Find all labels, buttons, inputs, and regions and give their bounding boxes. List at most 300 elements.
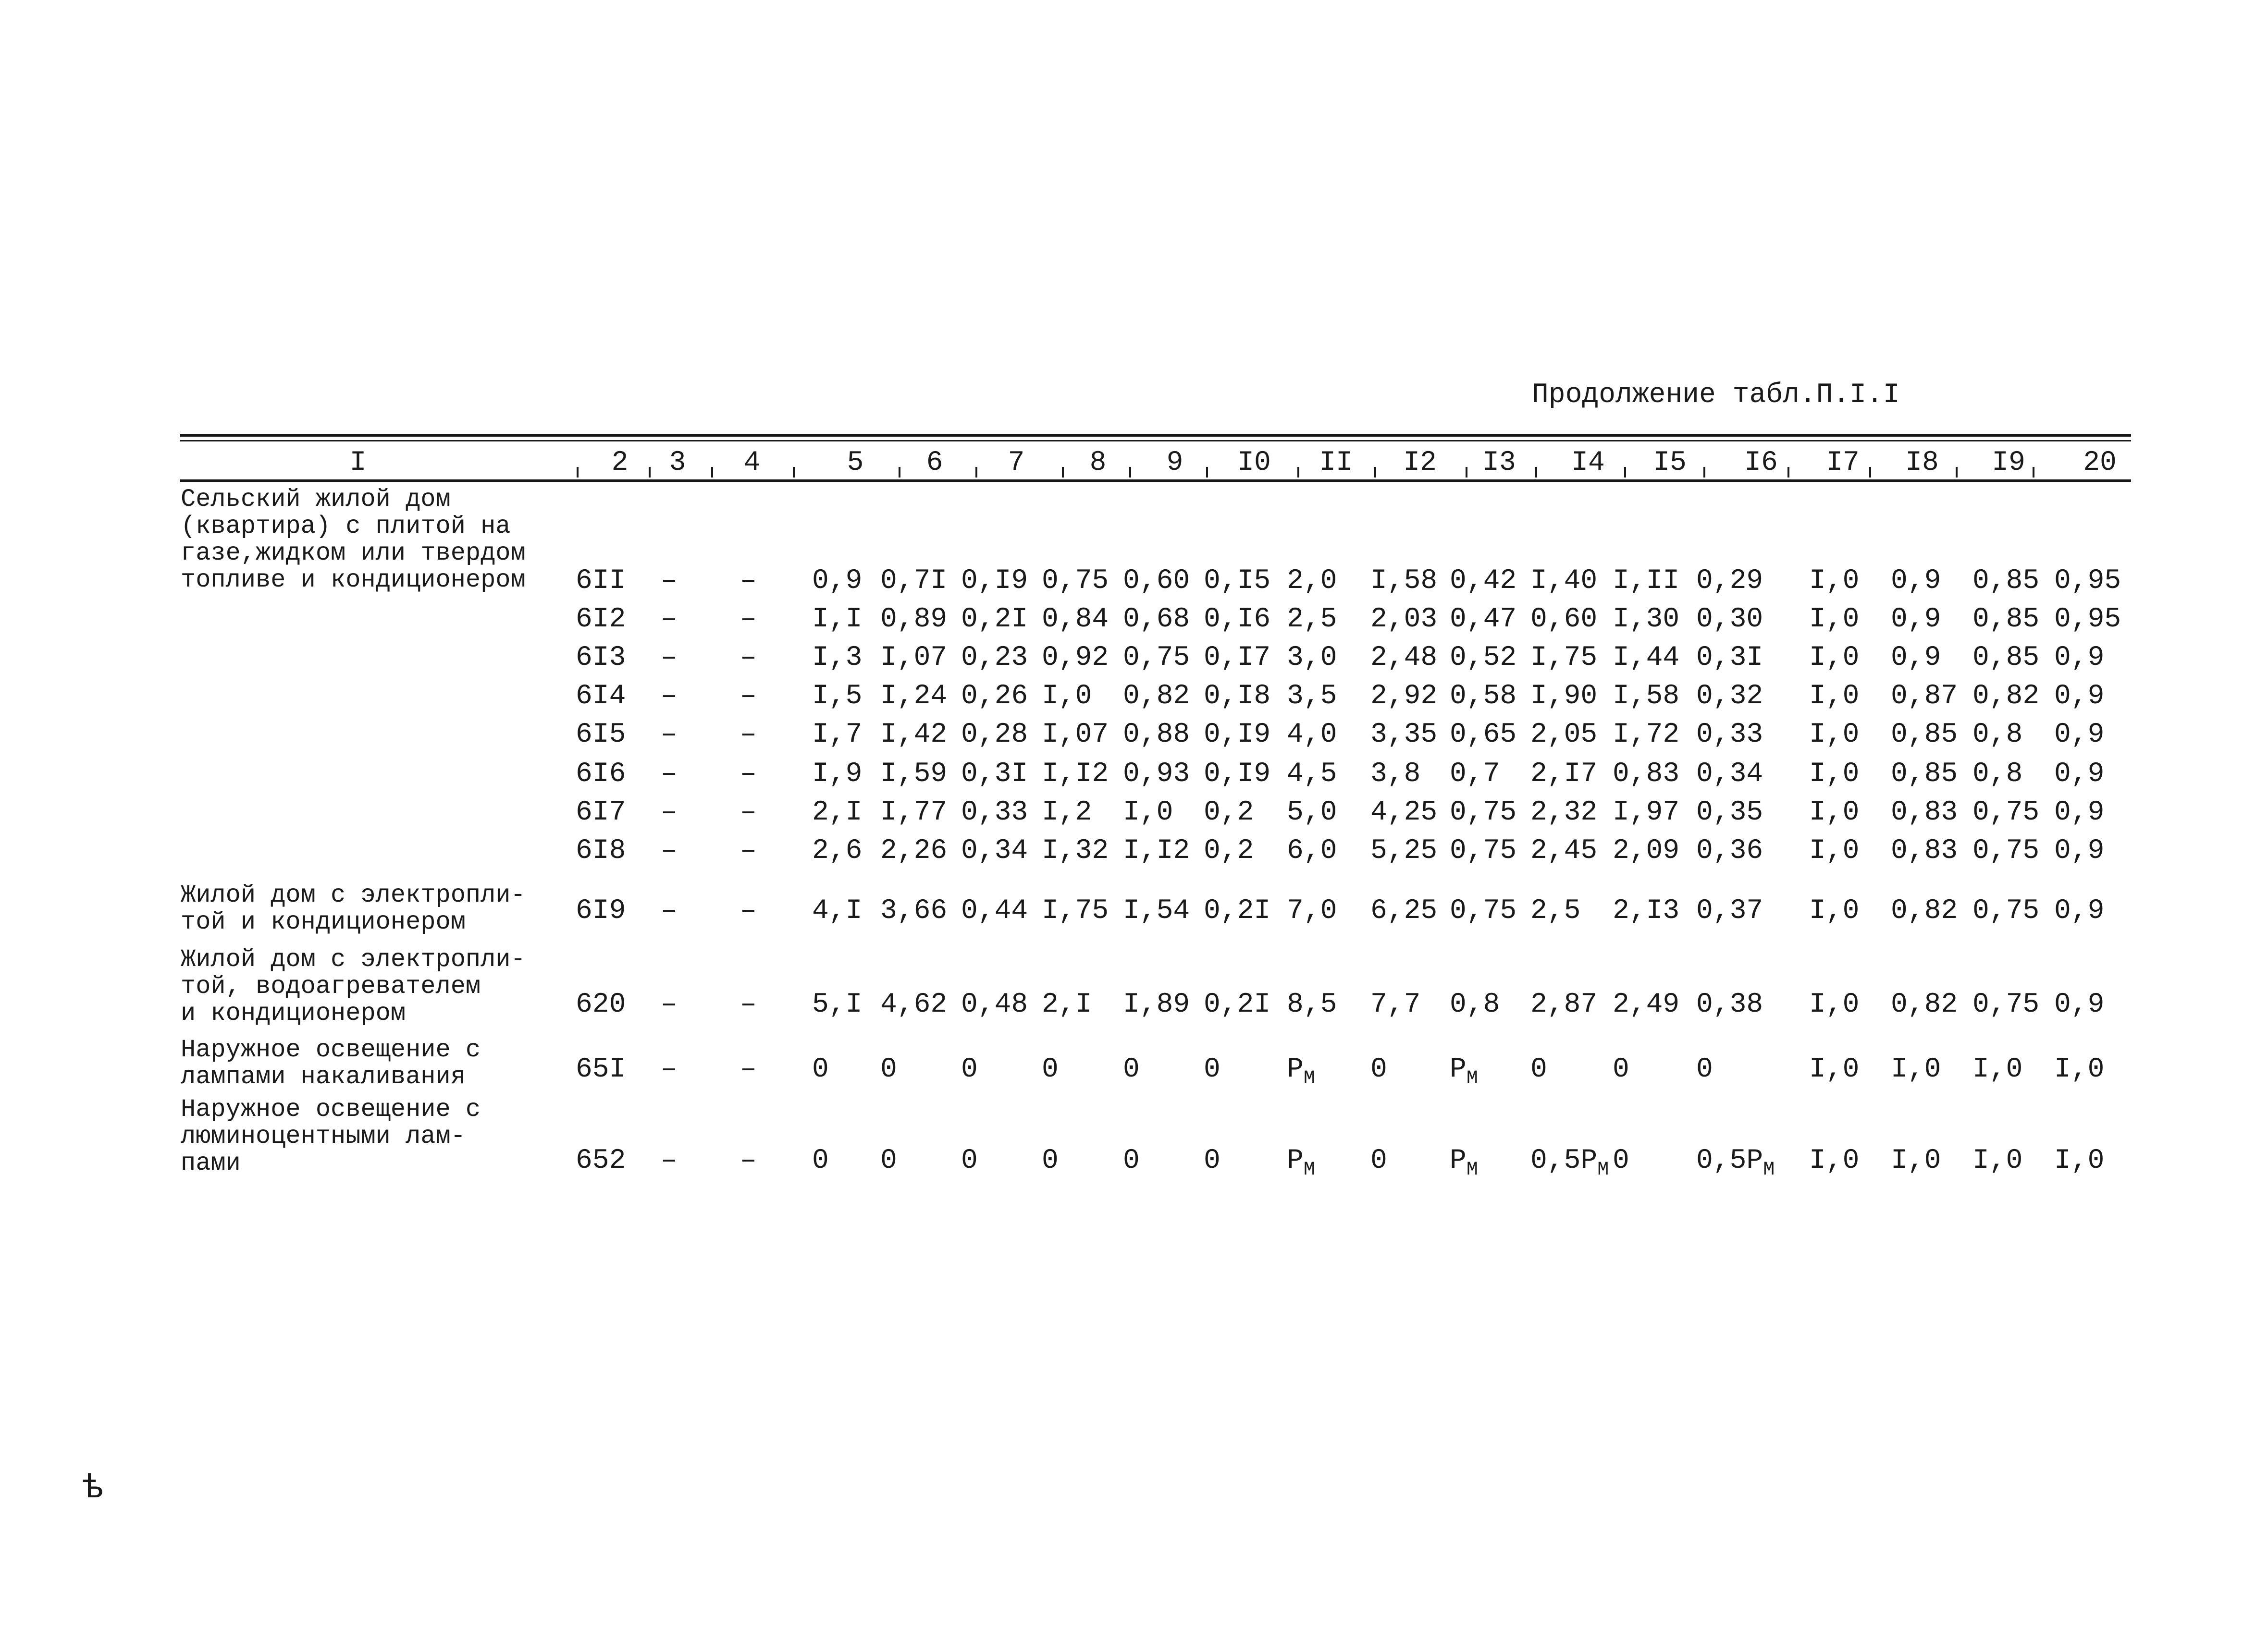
row-code: [576, 643, 626, 673]
value-cell-text: 2,87: [1530, 989, 1598, 1020]
value-cell-text: I,3: [812, 642, 863, 673]
value-cell-text: I,0: [1809, 642, 1860, 673]
value-cell-text: 0,I8: [1204, 681, 1271, 712]
value-cell: [1042, 896, 1109, 927]
value-cell: [961, 896, 1028, 927]
column-header-19: I9: [1992, 447, 2025, 478]
value-cell: [1042, 759, 1109, 790]
value-cell: [1450, 1146, 1478, 1186]
column-header-1: I: [349, 447, 367, 478]
value-cell-text: 2,05: [1530, 719, 1598, 750]
value-cell: [880, 681, 947, 712]
value-cell: [1530, 759, 1597, 790]
value-cell-text: 0,I7: [1204, 642, 1271, 673]
row-code-text: 620: [576, 989, 626, 1020]
value-cell: [880, 566, 947, 597]
value-cell-text: 0,85: [1891, 759, 1958, 790]
value-cell-text: 0,93: [1123, 759, 1190, 790]
row-code-text: 6I2: [576, 604, 626, 635]
value-cell-text: 7,7: [1370, 989, 1421, 1020]
value-cell-text: 0: [1613, 1145, 1629, 1176]
value-cell: [1696, 566, 1763, 597]
dash-cell: [740, 1146, 757, 1176]
value-cell-text: 0,I6: [1204, 604, 1271, 635]
column-header-16: I6: [1744, 447, 1778, 478]
value-cell-text: 0,85: [1972, 604, 2040, 635]
value-cell: [2054, 720, 2104, 750]
value-cell-text: 0,68: [1123, 604, 1190, 635]
value-cell-text: 0: [1530, 1054, 1547, 1085]
value-cell: [1613, 797, 1679, 828]
value-cell: [961, 566, 1028, 597]
value-cell-text: 0,87: [1891, 681, 1958, 712]
value-cell-text: 0,7I: [880, 565, 948, 597]
value-cell: [1450, 896, 1516, 927]
column-header-8: 8: [1089, 447, 1107, 478]
value-cell-text: 0,82: [1972, 681, 2040, 712]
value-cell: [2054, 990, 2104, 1020]
value-cell: [1287, 1054, 1315, 1094]
value-cell: [812, 990, 862, 1020]
value-cell: [812, 643, 862, 673]
value-cell-text: 0,75: [1450, 797, 1517, 828]
row-code-text: 65I: [576, 1054, 626, 1085]
dash-cell-text: –: [740, 1145, 757, 1176]
row-code: [576, 1054, 626, 1085]
value-cell-text: I,7: [812, 719, 863, 750]
value-cell: [2054, 759, 2104, 790]
value-cell-text: 0,32: [1696, 681, 1763, 712]
value-cell: [880, 759, 947, 790]
row-description: [181, 882, 526, 936]
value-cell-text: 0,82: [1891, 989, 1958, 1020]
row-code: [576, 681, 626, 712]
description-line: газе,жидком или твердом: [181, 539, 526, 567]
value-cell-text: 0: [1042, 1054, 1059, 1085]
value-cell-text: 0,83: [1891, 797, 1958, 828]
description-line: Наружное освещение с: [181, 1036, 481, 1064]
value-cell-text: I,0: [1972, 1145, 2023, 1176]
value-cell-text: I,II: [1613, 565, 1680, 597]
value-cell-text: I,0: [1972, 1054, 2023, 1085]
value-cell: [1450, 643, 1516, 673]
value-cell: [1613, 643, 1679, 673]
value-cell: [1972, 720, 2022, 750]
value-cell: [1287, 1146, 1315, 1186]
value-cell: [812, 836, 862, 867]
value-cell-text: 2,I3: [1613, 895, 1680, 927]
value-cell: [1696, 1054, 1713, 1085]
description-line: Сельский жилой дом: [181, 485, 451, 514]
value-cell: [1450, 990, 1500, 1020]
value-cell-text: 0,95: [2054, 604, 2121, 635]
value-cell-text: 0,75: [1450, 835, 1517, 867]
value-cell-text: 0,8: [1972, 719, 2023, 750]
value-cell-text: I,0: [1809, 719, 1860, 750]
dash-cell: [661, 720, 678, 750]
value-cell: [880, 720, 947, 750]
value-cell-text: 0,36: [1696, 835, 1763, 867]
value-cell-text: 0,9: [2054, 681, 2105, 712]
value-cell-text: I,0: [1809, 989, 1860, 1020]
subscript-m: М: [1303, 1159, 1315, 1181]
value-cell: [1530, 681, 1597, 712]
value-cell-text: 0,33: [1696, 719, 1763, 750]
dash-cell: [740, 566, 757, 597]
value-cell: [1123, 643, 1190, 673]
value-cell-text: I,75: [1042, 895, 1109, 927]
value-cell-text: I,54: [1123, 895, 1190, 927]
value-cell: [880, 896, 947, 927]
value-cell-text: 0,9: [1891, 565, 1941, 597]
column-header-18: I8: [1905, 447, 1939, 478]
value-cell: [1204, 566, 1270, 597]
value-cell-text: P: [1287, 1145, 1304, 1176]
value-cell: [1530, 797, 1597, 828]
dash-cell: [661, 990, 678, 1020]
column-header-10: I0: [1237, 447, 1271, 478]
value-cell-text: 0,9: [1891, 604, 1941, 635]
subscript-m: М: [1466, 1159, 1478, 1181]
value-cell-text: 0: [1370, 1054, 1387, 1085]
value-cell: [1450, 797, 1516, 828]
column-header-20: 20: [2083, 447, 2117, 478]
value-cell-text: 0,48: [961, 989, 1028, 1020]
dash-cell: [661, 896, 678, 927]
value-cell: [812, 797, 862, 828]
value-cell-text: I,2: [1042, 797, 1092, 828]
dash-cell-text: –: [740, 719, 757, 750]
value-cell-text: 4,I: [812, 895, 863, 927]
value-cell: [880, 1146, 897, 1176]
value-cell-text: 0,I9: [1204, 759, 1271, 790]
row-code: [576, 990, 626, 1020]
dash-cell: [740, 1054, 757, 1085]
value-cell-text: 4,62: [880, 989, 948, 1020]
description-line: лампами накаливания: [181, 1063, 466, 1091]
value-cell: [1042, 1054, 1059, 1085]
value-cell: [1530, 836, 1597, 867]
value-cell: [1204, 720, 1270, 750]
value-cell: [1450, 604, 1516, 635]
row-code-text: 6I8: [576, 835, 626, 867]
description-line: той и кондиционером: [181, 908, 466, 936]
value-cell: [1613, 836, 1679, 867]
value-cell-text: 0,26: [961, 681, 1028, 712]
value-cell: [1204, 759, 1270, 790]
value-cell: [1204, 643, 1270, 673]
description-line: топливе и кондиционером: [181, 566, 526, 594]
dash-cell: [740, 990, 757, 1020]
value-cell-text: 0,34: [1696, 759, 1763, 790]
value-cell-text: 0,9: [2054, 759, 2105, 790]
value-cell: [1613, 759, 1679, 790]
dash-cell-text: –: [661, 681, 678, 712]
dash-cell-text: –: [661, 759, 678, 790]
value-cell-text: 0: [961, 1054, 978, 1085]
value-cell-text: I,58: [1370, 565, 1438, 597]
value-cell-text: I,0: [1891, 1145, 1941, 1176]
value-cell-text: 0: [1123, 1145, 1140, 1176]
value-cell-text: I,58: [1613, 681, 1680, 712]
column-header-9: 9: [1166, 447, 1183, 478]
value-cell: [1809, 990, 1859, 1020]
value-cell: [1370, 896, 1437, 927]
value-cell-text: 0,I9: [961, 565, 1028, 597]
dash-cell: [740, 836, 757, 867]
description-line: и кондиционером: [181, 999, 406, 1028]
dash-cell: [740, 720, 757, 750]
value-cell: [1530, 990, 1597, 1020]
value-cell: [1809, 836, 1859, 867]
row-code: [576, 759, 626, 790]
column-header-7: 7: [1008, 447, 1025, 478]
value-cell: [961, 681, 1028, 712]
value-cell: [1891, 797, 1958, 828]
value-cell: [1809, 604, 1859, 635]
column-header-4: 4: [743, 447, 761, 478]
value-cell-text: P: [1450, 1054, 1467, 1085]
value-cell: [1809, 1146, 1859, 1176]
value-cell: [1809, 643, 1859, 673]
value-cell: [1891, 681, 1958, 712]
value-cell: [1613, 566, 1679, 597]
value-cell: [1042, 643, 1109, 673]
value-cell: [1450, 759, 1500, 790]
dash-cell: [661, 604, 678, 635]
value-cell: [1891, 759, 1958, 790]
value-cell: [1972, 990, 2039, 1020]
value-cell-text: 0,95: [2054, 565, 2121, 597]
row-code: [576, 896, 626, 927]
value-cell-text: 5,0: [1287, 797, 1337, 828]
value-cell-text: 0,2I: [961, 604, 1028, 635]
description-line: (квартира) с плитой на: [181, 512, 511, 540]
value-cell: [1370, 759, 1420, 790]
value-cell-text: 0,89: [880, 604, 948, 635]
value-cell: [1450, 566, 1516, 597]
value-cell-text: 2,32: [1530, 797, 1598, 828]
value-cell: [880, 797, 947, 828]
subscript-m: М: [1303, 1068, 1315, 1089]
value-cell: [1370, 566, 1437, 597]
value-cell: [2054, 797, 2104, 828]
value-cell-text: I,89: [1123, 989, 1190, 1020]
value-cell: [1530, 604, 1597, 635]
value-cell: [2054, 896, 2104, 927]
value-cell-text: 2,5: [1287, 604, 1337, 635]
value-cell: [1530, 1054, 1547, 1085]
dash-cell-text: –: [740, 797, 757, 828]
value-cell: [1696, 759, 1763, 790]
value-cell-text: 0,9: [1891, 642, 1941, 673]
value-cell: [1370, 643, 1437, 673]
value-cell-text: 0: [1696, 1054, 1713, 1085]
value-cell-text: 2,03: [1370, 604, 1438, 635]
value-cell: [1123, 566, 1190, 597]
value-cell: [812, 681, 862, 712]
value-cell: [1287, 681, 1337, 712]
value-cell: [961, 990, 1028, 1020]
value-cell: [1972, 1054, 2022, 1085]
value-cell-text: 7,0: [1287, 895, 1337, 927]
dash-cell: [740, 896, 757, 927]
value-cell: [1287, 604, 1337, 635]
value-cell: [1204, 1146, 1220, 1176]
row-code-text: 6I3: [576, 642, 626, 673]
value-cell-text: 0,75: [1972, 797, 2040, 828]
value-cell: [1204, 990, 1270, 1020]
value-cell: [1891, 896, 1958, 927]
value-cell-text: 0,75: [1450, 895, 1517, 927]
value-cell: [1530, 1146, 1609, 1186]
value-cell: [880, 990, 947, 1020]
row-code: [576, 566, 626, 597]
value-cell-text: I,77: [880, 797, 948, 828]
dash-cell: [740, 681, 757, 712]
value-cell-text: 0: [812, 1054, 829, 1085]
value-cell-text: I,42: [880, 719, 948, 750]
value-cell-text: I,72: [1613, 719, 1680, 750]
value-cell-text: I,0: [1809, 604, 1860, 635]
value-cell-text: 0: [880, 1054, 897, 1085]
value-cell-text: 0,52: [1450, 642, 1517, 673]
value-cell: [1809, 720, 1859, 750]
value-cell: [1696, 896, 1763, 927]
value-cell: [1123, 759, 1190, 790]
dash-cell: [661, 566, 678, 597]
value-cell-text: I,90: [1530, 681, 1598, 712]
value-cell-text: 0,9: [2054, 895, 2105, 927]
value-cell-text: 2,49: [1613, 989, 1680, 1020]
value-cell-text: 2,5: [1530, 895, 1581, 927]
value-cell: [2054, 604, 2121, 635]
value-cell-text: 0,83: [1891, 835, 1958, 867]
dash-cell: [661, 759, 678, 790]
value-cell: [1123, 1146, 1140, 1176]
value-cell: [2054, 643, 2104, 673]
value-cell-text: 3,66: [880, 895, 948, 927]
value-cell: [1370, 1146, 1387, 1176]
value-cell: [1613, 681, 1679, 712]
value-cell: [812, 566, 862, 597]
value-cell-text: 2,26: [880, 835, 948, 867]
dash-cell-text: –: [661, 642, 678, 673]
value-cell-text: 0,2: [1204, 797, 1254, 828]
value-cell-text: I,0: [1809, 1145, 1860, 1176]
value-cell: [1891, 1054, 1941, 1085]
description-line: Наружное освещение с: [181, 1095, 481, 1124]
value-cell-text: 0,75: [1972, 835, 2040, 867]
value-cell-text: 0,75: [1042, 565, 1109, 597]
value-cell-text: 2,I7: [1530, 759, 1598, 790]
value-cell-text: 2,6: [812, 835, 863, 867]
value-cell: [880, 643, 947, 673]
value-cell: [961, 797, 1028, 828]
value-cell: [1287, 896, 1337, 927]
value-cell-text: 0,30: [1696, 604, 1763, 635]
table-caption: Продолжение табл.П.I.I: [1532, 379, 1900, 411]
value-cell-text: 0: [880, 1145, 897, 1176]
dash-cell-text: –: [661, 604, 678, 635]
value-cell: [2054, 681, 2104, 712]
value-cell: [961, 759, 1028, 790]
value-cell: [1370, 836, 1437, 867]
value-cell: [1123, 604, 1190, 635]
value-cell: [1613, 1054, 1629, 1085]
value-cell-text: 0: [812, 1145, 829, 1176]
value-cell: [1123, 797, 1173, 828]
row-code-text: 6I4: [576, 681, 626, 712]
value-cell: [1972, 681, 2039, 712]
value-cell-text: 0,85: [1972, 565, 2040, 597]
value-cell: [1972, 604, 2039, 635]
dash-cell: [661, 1146, 678, 1176]
value-cell: [1613, 720, 1679, 750]
value-cell-text: P: [1450, 1145, 1467, 1176]
value-cell: [1370, 604, 1437, 635]
value-cell-text: I,9: [812, 759, 863, 790]
value-cell-text: 0,2I: [1204, 895, 1271, 927]
value-cell-text: 0,23: [961, 642, 1028, 673]
value-cell-text: 0,83: [1613, 759, 1680, 790]
value-cell-text: 0,3I: [961, 759, 1028, 790]
value-cell-text: I,0: [1809, 835, 1860, 867]
dash-cell-text: –: [740, 642, 757, 673]
value-cell-text: I,0: [1123, 797, 1173, 828]
value-cell: [1450, 720, 1516, 750]
column-header-3: 3: [669, 447, 686, 478]
value-cell: [1696, 604, 1763, 635]
value-cell: [1042, 720, 1109, 750]
value-cell-text: 3,8: [1370, 759, 1421, 790]
value-cell-text: I,I2: [1042, 759, 1109, 790]
value-cell-text: 0,84: [1042, 604, 1109, 635]
value-cell: [1450, 681, 1516, 712]
page-mark: ѣ: [83, 1470, 103, 1508]
value-cell-text: 6,0: [1287, 835, 1337, 867]
value-cell-text: I,59: [880, 759, 948, 790]
value-cell: [1891, 990, 1958, 1020]
column-header-14: I4: [1571, 447, 1605, 478]
row-code-text: 6II: [576, 565, 626, 597]
value-cell: [1287, 797, 1337, 828]
value-cell-text: 0: [1613, 1054, 1629, 1085]
value-cell: [1530, 896, 1580, 927]
value-cell: [1287, 643, 1337, 673]
value-cell-text: 5,25: [1370, 835, 1438, 867]
value-cell: [1123, 896, 1190, 927]
dash-cell-text: –: [661, 895, 678, 927]
value-cell: [1042, 836, 1109, 867]
dash-cell-text: –: [740, 604, 757, 635]
value-cell: [1972, 759, 2022, 790]
value-cell-text: I,97: [1613, 797, 1680, 828]
value-cell: [1204, 896, 1270, 927]
value-cell: [961, 643, 1028, 673]
dash-cell-text: –: [740, 759, 757, 790]
value-cell-text: 0,44: [961, 895, 1028, 927]
value-cell-text: 0,28: [961, 719, 1028, 750]
value-cell: [812, 896, 862, 927]
value-cell: [1696, 1146, 1775, 1186]
value-cell-text: I,0: [1809, 565, 1860, 597]
dash-cell: [661, 643, 678, 673]
value-cell-text: 0,47: [1450, 604, 1517, 635]
value-cell: [1530, 566, 1597, 597]
value-cell-text: 0,85: [1891, 719, 1958, 750]
value-cell-text: I,0: [1809, 759, 1860, 790]
